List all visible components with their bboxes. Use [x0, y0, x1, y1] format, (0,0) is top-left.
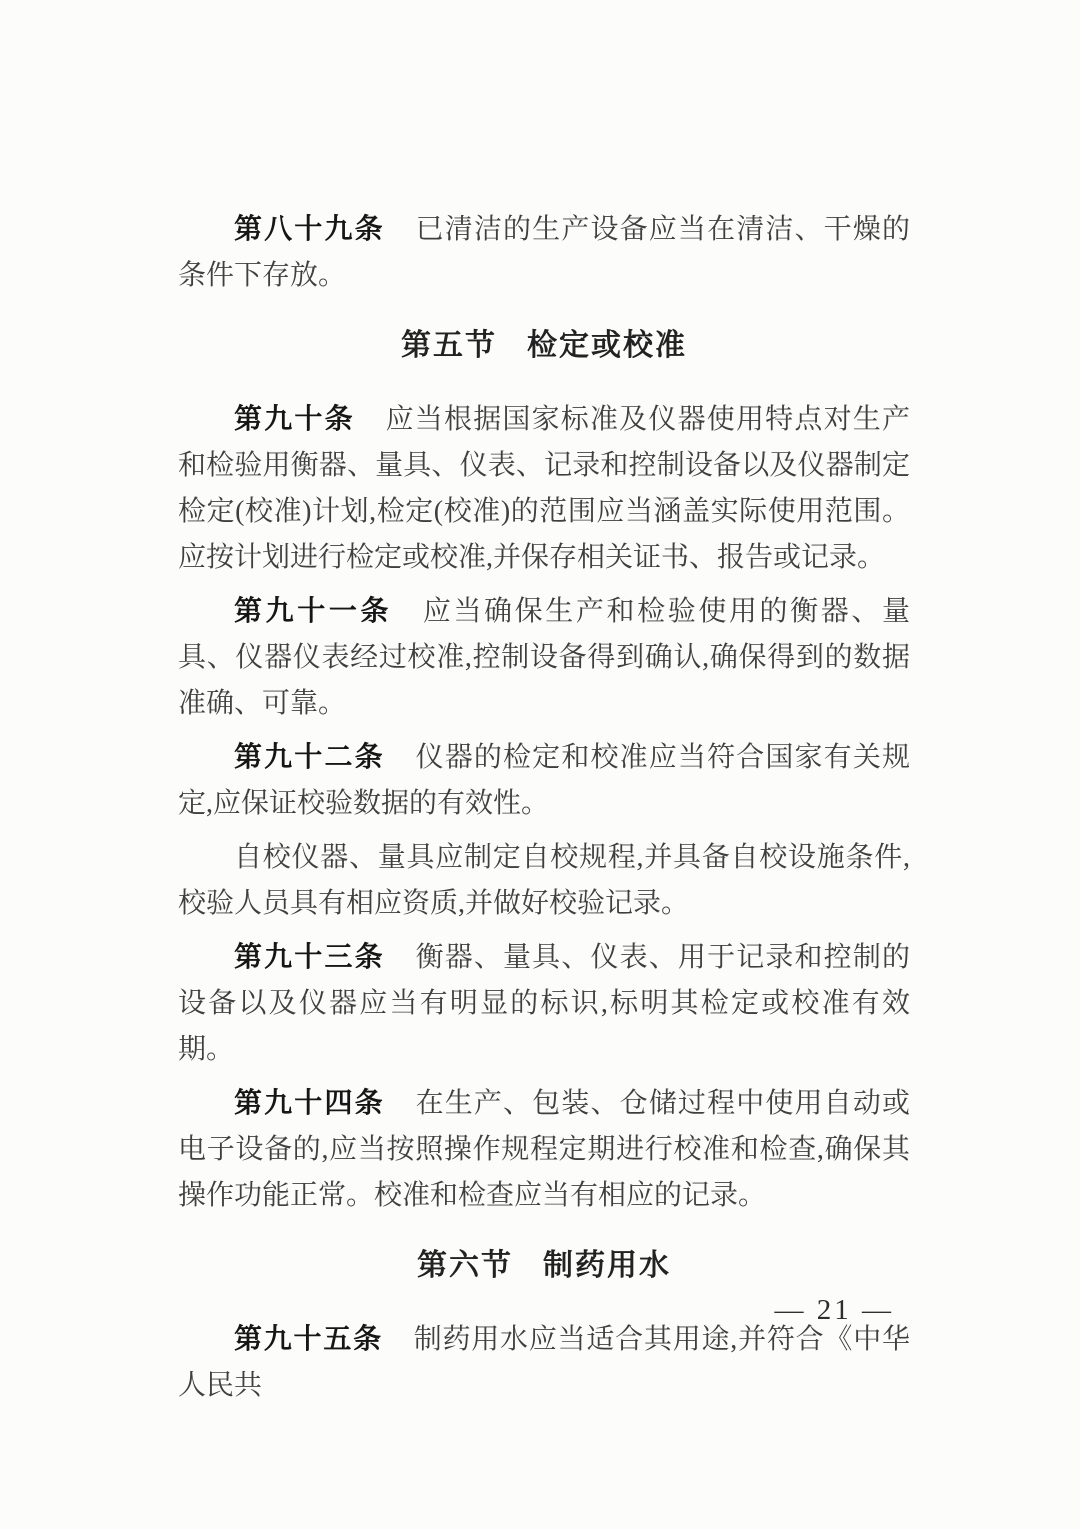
article-94-number: 第九十四条	[234, 1088, 385, 1119]
article-90-text: 应当根据国家标准及仪器使用特点对生产和检验用衡器、量具、仪表、记录和控制设备以及仪器制定检定(校准)计划,检定(校准)的范围应当涵盖实际使用范围。应按计划进行检定或校准,并保存相关证书、报告或记录。	[178, 404, 910, 573]
article-90-number: 第九十条	[234, 404, 355, 435]
article-92-number: 第九十二条	[234, 742, 385, 773]
article-93-paragraph	[178, 935, 910, 1073]
article-94-text: 在生产、包装、仓储过程中使用自动或电子设备的,应当按照操作规程定期进行校准和检查,确保其操作功能正常。校准和检查应当有相应的记录。	[178, 1088, 910, 1211]
section-6-title: 制药用水	[543, 1249, 671, 1282]
article-95-paragraph	[178, 1317, 910, 1409]
article-90-paragraph	[178, 397, 910, 581]
section-5-heading	[178, 323, 910, 369]
article-89-paragraph	[178, 207, 910, 299]
article-89-text: 已清洁的生产设备应当在清洁、干燥的条件下存放。	[178, 214, 910, 291]
self-calibration-paragraph	[178, 835, 910, 927]
article-95-number: 第九十五条	[234, 1324, 383, 1355]
section-5-title: 检定或校准	[527, 329, 687, 362]
article-93-text: 衡器、量具、仪表、用于记录和控制的设备以及仪器应当有明显的标识,标明其检定或校准有效期。	[178, 942, 910, 1065]
page-number: — 21 —	[774, 1294, 894, 1326]
article-91-number: 第九十一条	[234, 596, 393, 627]
article-91-paragraph	[178, 589, 910, 727]
article-94-paragraph	[178, 1081, 910, 1219]
section-6-number: 第六节	[417, 1249, 513, 1282]
article-95-text: 制药用水应当适合其用途,并符合《中华人民共	[178, 1324, 910, 1401]
article-91-text: 应当确保生产和检验使用的衡器、量具、仪器仪表经过校准,控制设备得到确认,确保得到的数据准确、可靠。	[178, 596, 910, 719]
article-89-number: 第八十九条	[234, 214, 385, 245]
article-92-text: 仪器的检定和校准应当符合国家有关规定,应保证校验数据的有效性。	[178, 742, 910, 819]
article-92-paragraph	[178, 735, 910, 827]
section-5-number: 第五节	[401, 329, 497, 362]
self-calibration-text: 自校仪器、量具应制定自校规程,并具备自校设施条件,校验人员具有相应资质,并做好校验记录。	[178, 842, 910, 919]
article-93-number: 第九十三条	[234, 942, 385, 973]
section-6-heading	[178, 1243, 910, 1289]
